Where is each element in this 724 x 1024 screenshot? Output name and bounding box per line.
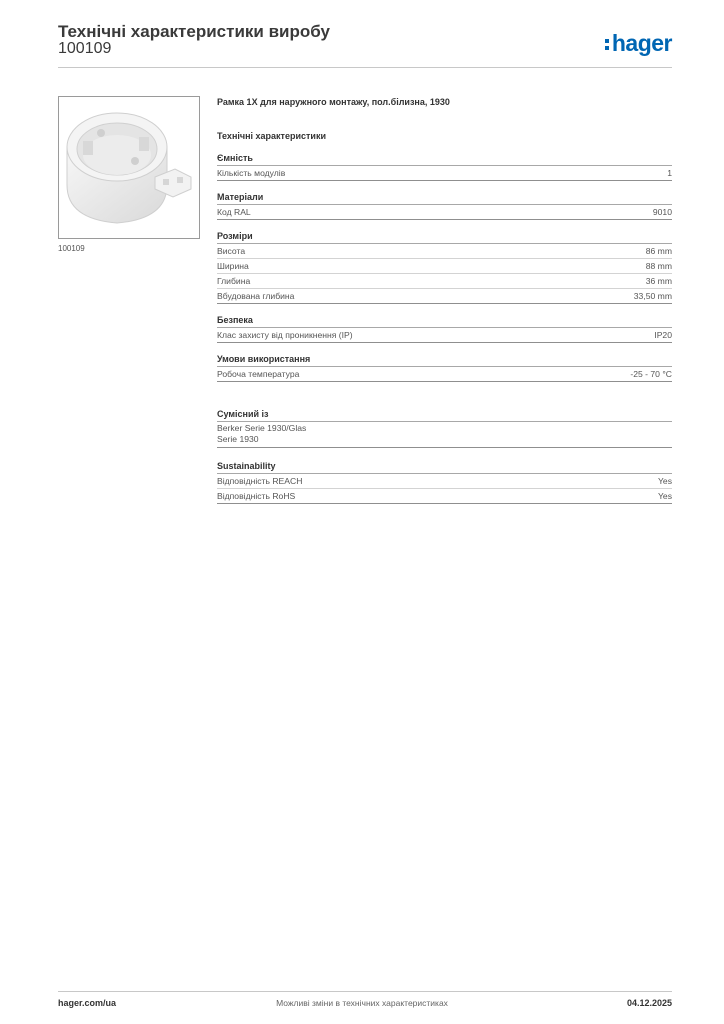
spec-group-sustainability [217, 460, 672, 504]
spec-group-title: Sustainability [217, 460, 672, 474]
spec-group-usage-conditions [217, 353, 672, 382]
spec-row [217, 166, 672, 181]
spec-label: Кількість модулів [217, 168, 286, 178]
spec-label: Глибина [217, 276, 251, 286]
spec-label: Вбудована глибина [217, 291, 295, 301]
spec-label: Відповідність REACH [217, 476, 303, 486]
spec-value: Yes [657, 476, 672, 486]
spec-value: 33,50 mm [633, 291, 672, 301]
header-divider [58, 67, 672, 68]
spec-label: Код RAL [217, 207, 251, 217]
spec-group-materials [217, 191, 672, 220]
spec-row [217, 328, 672, 343]
footer-disclaimer: Можливі зміни в технічних характеристиках [276, 998, 448, 1008]
spec-row [217, 205, 672, 220]
spec-label: Відповідність RoHS [217, 491, 296, 501]
spec-value: 9010 [652, 207, 672, 217]
spec-group-capacity [217, 152, 672, 181]
brand-logo [605, 30, 672, 57]
spec-group-dimensions [217, 230, 672, 304]
spec-row [217, 259, 672, 274]
spec-value: IP20 [654, 330, 672, 340]
compatible-item: Berker Serie 1930/Glas [217, 423, 307, 433]
spec-group-title: Умови використання [217, 353, 672, 367]
spec-group-safety [217, 314, 672, 343]
spec-label: Клас захисту від проникнення (IP) [217, 330, 353, 340]
spec-value: 88 mm [645, 261, 672, 271]
spec-group-title: Матеріали [217, 191, 672, 205]
spec-row [217, 474, 672, 489]
spec-group-title: Сумісний із [217, 408, 672, 422]
spec-row [217, 489, 672, 504]
compatible-item: Serie 1930 [217, 434, 259, 444]
footer-website-link[interactable]: hager.com/ua [58, 998, 117, 1008]
spec-value: 1 [667, 168, 672, 178]
spec-group-title: Розміри [217, 230, 672, 244]
spec-group-compatible [217, 408, 672, 448]
spec-label: Висота [217, 246, 246, 256]
spec-panel [217, 96, 672, 504]
product-frame-image [59, 97, 199, 238]
image-caption: 100109 [58, 244, 85, 253]
logo-text: hager [611, 30, 672, 56]
footer-date: 04.12.2025 [626, 998, 672, 1008]
compatible-list [217, 422, 672, 448]
spec-row [217, 289, 672, 304]
document-title: Технічні характеристики виробу [58, 22, 330, 41]
product-code: 100109 [58, 40, 112, 57]
spec-row [217, 244, 672, 259]
spec-value: -25 - 70 °C [630, 369, 672, 379]
spec-group-title: Безпека [217, 314, 672, 328]
logo-dots-icon [605, 38, 610, 52]
spec-group-title: Ємність [217, 152, 672, 166]
product-image [58, 96, 200, 239]
specs-heading: Технічні характеристики [217, 131, 326, 141]
spec-value: 86 mm [645, 246, 672, 256]
product-name: Рамка 1X для наружного монтажу, пол.білизна, 1930 [217, 97, 450, 107]
spec-value: 36 mm [645, 276, 672, 286]
spec-label: Робоча температура [217, 369, 300, 379]
footer-divider [58, 991, 672, 992]
spec-row [217, 367, 672, 382]
spec-value: Yes [657, 491, 672, 501]
spec-row [217, 274, 672, 289]
spec-label: Ширина [217, 261, 249, 271]
